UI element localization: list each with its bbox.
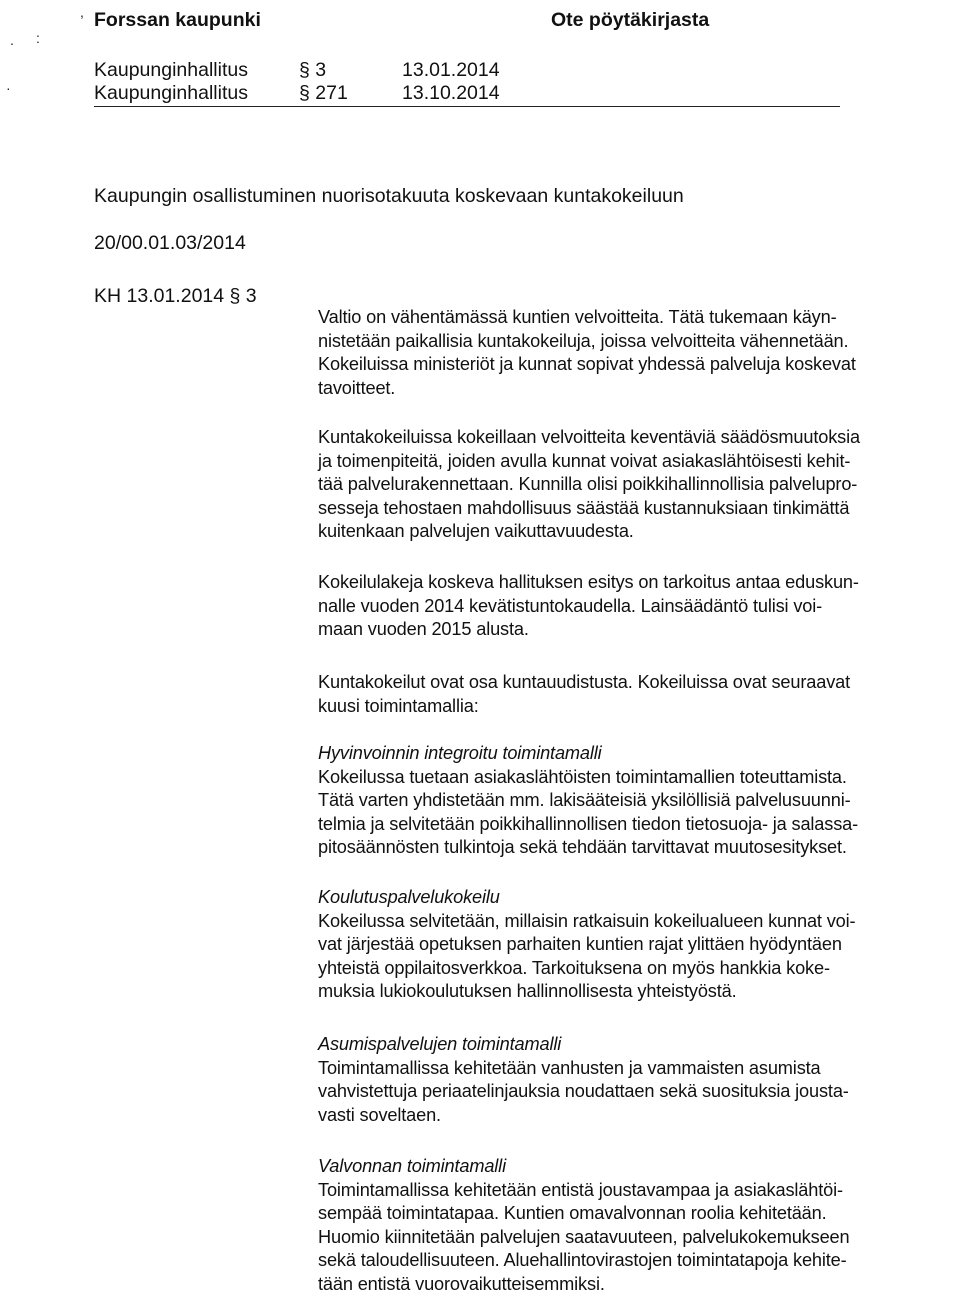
organization-name: Forssan kaupunki	[94, 9, 261, 31]
body-paragraph	[318, 426, 956, 544]
text-line: nalle vuoden 2014 kevätistuntokaudella. Lainsäädäntö tulisi voi-	[318, 595, 823, 616]
text-line: telmia ja selvitetään poikkihallinnollisen tiedon tietosuoja- ja salassa-	[318, 813, 859, 834]
meeting-body: Kaupunginhallitus	[94, 82, 248, 104]
text-line: pitosäännösten tulkintoja sekä tehdään tarvittavat muutosesitykset.	[318, 837, 847, 858]
text-line: Kokeilulakeja koskeva hallituksen esitys on tarkoitus antaa eduskun-	[318, 572, 859, 592]
text-line: vahvistettuja periaatelinjauksia noudattaen sekä suosituksia jousta-	[318, 1081, 849, 1102]
meeting-section: § 271	[299, 82, 348, 104]
text-line: vat järjestää opetuksen parhaiten kuntien rajat ylittäen hyödyntäen	[318, 934, 842, 955]
text-line: Kokeilussa tuetaan asiakaslähtöisten toimintamallien toteuttamista.	[318, 766, 847, 787]
model-section	[318, 1155, 956, 1297]
body-paragraph	[318, 306, 956, 400]
text-line: yhteistä oppilaitosverkkoa. Tarkoituksena on myös hankkia koke-	[318, 957, 830, 978]
text-line: Tätä varten yhdistetään mm. lakisääteisiä yksilöllisiä palvelusuunni-	[318, 790, 851, 811]
model-title: Valvonnan toimintamalli	[318, 1156, 506, 1176]
text-line: muksia lukiokoulutuksen hallinnollisesta yhteistyöstä.	[318, 981, 737, 1002]
meeting-row	[94, 82, 674, 108]
text-line: sekä taloudellisuuteen. Aluehallintovirastojen toimintatapoja kehite-	[318, 1250, 847, 1271]
subject-title: Kaupungin osallistuminen nuorisotakuuta koskevaan kuntakokeiluun	[94, 185, 684, 207]
text-line: ja toimenpiteitä, joiden avulla kunnat voivat asiakaslähtöisesti kehit-	[318, 450, 851, 471]
scan-speck: ·	[6, 80, 11, 96]
text-line: sempää toimintatapaa. Kuntien omavalvonnan roolia kehitetään.	[318, 1203, 827, 1224]
text-line: Kuntakokeilut ovat osa kuntauudistusta. Kokeiluissa ovat seuraavat	[318, 672, 851, 692]
scan-speck: :	[36, 30, 40, 46]
text-line: Kokeilussa selvitetään, millaisin ratkaisuin kokeilualueen kunnat voi-	[318, 910, 856, 931]
body-paragraph	[318, 571, 956, 642]
text-line: kuusi toimintamallia:	[318, 695, 479, 716]
text-line: Toimintamallissa kehitetään vanhusten ja vammaisten asumista	[318, 1057, 821, 1078]
model-title: Hyvinvoinnin integroitu toimintamalli	[318, 743, 602, 763]
meeting-body: Kaupunginhallitus	[94, 59, 248, 81]
text-line: tään entistä vuorovaikutteisemmiksi.	[318, 1273, 605, 1294]
text-line: Toimintamallissa kehitetään entistä joustavampaa ja asiakaslähtöi-	[318, 1179, 843, 1200]
text-line: Kokeiluissa ministeriöt ja kunnat sopivat yhdessä palveluja koskevat	[318, 354, 856, 375]
text-line: sesseja tehostaen mahdollisuus säästää kustannuksiaan tinkimättä	[318, 497, 850, 518]
meeting-section: § 3	[299, 59, 327, 81]
scan-speck: ,	[80, 4, 84, 20]
text-line: Huomio kiinnitetään palvelujen saatavuuteen, palvelukokemukseen	[318, 1226, 850, 1247]
text-line: Kuntakokeiluissa kokeillaan velvoitteita keventäviä säädösmuutoksia	[318, 427, 860, 447]
meeting-date: 13.01.2014	[402, 59, 500, 81]
body-paragraph	[318, 671, 956, 718]
text-line: vasti soveltaen.	[318, 1104, 441, 1125]
text-line: tavoitteet.	[318, 377, 396, 398]
model-title: Koulutuspalvelukokeilu	[318, 887, 500, 907]
text-line: nistetään paikallisia kuntakokeiluja, joissa velvoitteita vähennetään.	[318, 330, 849, 351]
diary-number: 20/00.01.03/2014	[94, 232, 246, 254]
text-line: Valtio on vähentämässä kuntien velvoitteita. Tätä tukemaan käyn-	[318, 307, 837, 327]
document-type: Ote pöytäkirjasta	[551, 9, 710, 31]
text-line: kuitenkaan palvelujen vaikuttavuudesta.	[318, 521, 634, 542]
text-line: maan vuoden 2015 alusta.	[318, 619, 529, 640]
meeting-date: 13.10.2014	[402, 82, 500, 104]
model-section	[318, 886, 956, 1004]
model-title: Asumispalvelujen toimintamalli	[318, 1034, 562, 1054]
text-line: tää palvelurakennettaan. Kunnilla olisi poikkihallinnollisia palvelupro-	[318, 474, 858, 495]
scan-speck: .	[10, 32, 14, 48]
header-underline	[94, 106, 840, 107]
model-section	[318, 1033, 956, 1127]
model-section	[318, 742, 956, 860]
meeting-reference: KH 13.01.2014 § 3	[94, 285, 257, 307]
